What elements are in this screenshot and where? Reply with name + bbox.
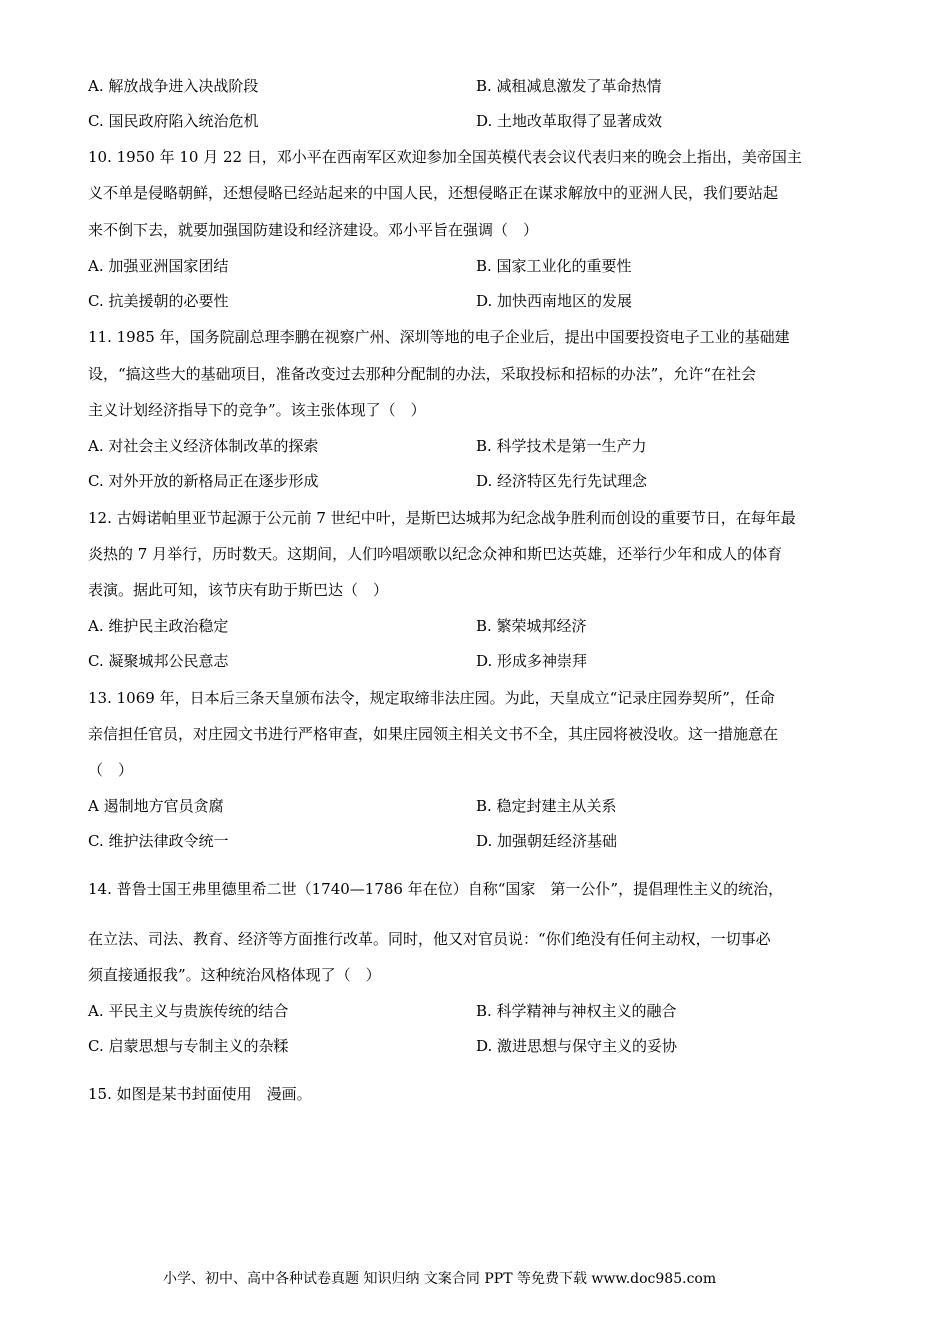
q12-stem-line-2: 炎热的 7 月举行，历时数天。这期间，人们吟唱颂歌以纪念众神和斯巴达英雄，还举行少年和成人的体育: [88, 545, 783, 563]
q14-option-d: D. 激进思想与保守主义的妥协: [476, 1037, 678, 1055]
q12-option-b: B. 繁荣城邦经济: [476, 617, 587, 635]
q11-option-d: D. 经济特区先行先试理念: [476, 472, 648, 490]
q14-stem-line-2: 在立法、司法、教育、经济等方面推行改革。同时，他又对官员说：“你们绝没有任何主动权，一切事必: [88, 930, 771, 948]
q13-stem-line-3: （ ）: [88, 761, 134, 779]
q12-option-c: C. 凝聚城邦公民意志: [88, 652, 229, 670]
q11-stem-line-2: 设，“搞这些大的基础项目，准备改变过去那种分配制的办法，采取投标和招标的办法”，允许“在社会: [88, 365, 757, 383]
q14-option-a: A. 平民主义与贵族传统的结合: [88, 1002, 289, 1020]
q14-option-b: B. 科学精神与神权主义的融合: [476, 1002, 677, 1020]
q10-option-c: C. 抗美援朝的必要性: [88, 292, 229, 310]
q13-stem-line-2: 亲信担任官员，对庄园文书进行严格审查，如果庄园领主相关文书不全，其庄园将被没收。这一措施意在: [88, 725, 779, 743]
q12-option-a: A. 维护民主政治稳定: [88, 617, 229, 635]
q12-option-d: D. 形成多神崇拜: [476, 652, 588, 670]
q13-option-b: B. 稳定封建主从关系: [476, 797, 617, 815]
q10-option-a: A. 加强亚洲国家团结: [88, 257, 229, 275]
q11-stem-line-1: 11. 1985 年，国务院副总理李鹏在视察广州、深圳等地的电子企业后，提出中国要投资电子工业的基础建: [88, 328, 790, 346]
q10-stem-line-2: 义不单是侵略朝鲜，还想侵略已经站起来的中国人民，还想侵略正在谋求解放中的亚洲人民，我们要站起: [88, 184, 779, 202]
q9-option-b: B. 减租减息激发了革命热情: [476, 77, 662, 95]
q14-option-c: C. 启蒙思想与专制主义的杂糅: [88, 1037, 289, 1055]
q13-option-c: C. 维护法律政令统一: [88, 832, 229, 850]
q10-option-b: B. 国家工业化的重要性: [476, 257, 632, 275]
q10-stem-line-3: 来不倒下去，就要加强国防建设和经济建设。邓小平旨在强调（ ）: [88, 221, 539, 239]
q12-stem-line-1: 12. 古姆诺帕里亚节起源于公元前 7 世纪中叶，是斯巴达城邦为纪念战争胜利而创设的重要节日，在每年最: [88, 509, 796, 527]
q14-stem-line-1: 14. 普鲁士国王弗里德里希二世（1740—1786 年在位）自称“国家 第一公仆”，提倡理性主义的统治，: [88, 880, 784, 898]
q11-option-b: B. 科学技术是第一生产力: [476, 437, 647, 455]
q9-option-a: A. 解放战争进入决战阶段: [88, 77, 259, 95]
q9-option-c: C. 国民政府陷入统治危机: [88, 112, 259, 130]
q14-stem-line-3: 须直接通报我”。这种统治风格体现了（ ）: [88, 966, 381, 984]
q9-option-d: D. 土地改革取得了显著成效: [476, 112, 663, 130]
q10-option-d: D. 加快西南地区的发展: [476, 292, 633, 310]
q11-option-a: A. 对社会主义经济体制改革的探索: [88, 437, 319, 455]
q11-stem-line-3: 主义计划经济指导下的竞争”。该主张体现了（ ）: [88, 401, 426, 419]
q11-option-c: C. 对外开放的新格局正在逐步形成: [88, 472, 319, 490]
q13-stem-line-1: 13. 1069 年，日本后三条天皇颁布法令，规定取缔非法庄园。为此，天皇成立“记录庄园券契所”，任命: [88, 689, 775, 707]
q12-stem-line-3: 表演。据此可知，该节庆有助于斯巴达（ ）: [88, 581, 389, 599]
page-footer: 小学、初中、高中各种试卷真题 知识归纳 文案合同 PPT 等免费下载 www.doc985.com: [163, 1271, 717, 1287]
q15-stem-line-1: 15. 如图是某书封面使用 漫画。: [88, 1085, 312, 1103]
q13-option-a: A 遏制地方官员贪腐: [88, 797, 224, 815]
q13-option-d: D. 加强朝廷经济基础: [476, 832, 618, 850]
q10-stem-line-1: 10. 1950 年 10 月 22 日，邓小平在西南军区欢迎参加全国英模代表会议代表归来的晚会上指出，美帝国主: [88, 148, 802, 166]
